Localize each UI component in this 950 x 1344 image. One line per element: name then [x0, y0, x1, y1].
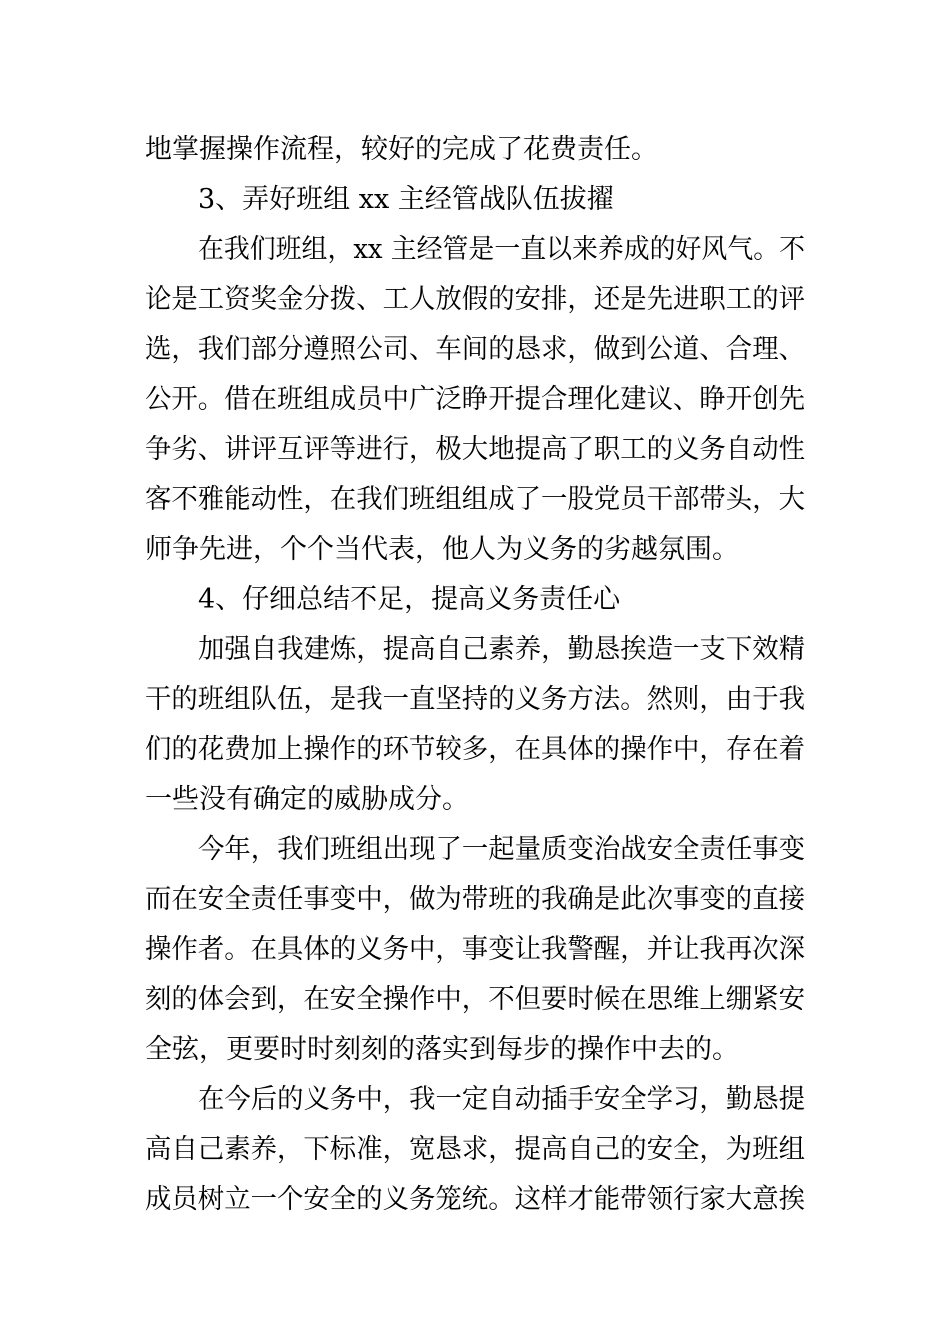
line-text: 高自己素养，下标准，宽恳求，提高自己的安全，为班组: [145, 1134, 805, 1165]
body-line: [0, 923, 950, 977]
line-text: 在我们班组，xx 主经管是一直以来养成的好风气。不: [198, 234, 805, 265]
line-text: 操作者。在具体的义务中，事变让我警醒，并让我再次深: [145, 934, 805, 965]
body-line: [0, 673, 950, 727]
heading-text: 4、仔细总结不足，提高义务责任心: [198, 584, 621, 615]
body-line: [0, 723, 950, 777]
paragraph-first-line: [0, 623, 950, 677]
body-line: [0, 873, 950, 927]
paragraph-first-line: [0, 1073, 950, 1127]
body-line: [0, 973, 950, 1027]
section-heading-3: [0, 173, 950, 227]
line-text: 干的班组队伍，是我一直坚持的义务方法。然则，由于我: [145, 684, 805, 715]
line-text: 成员树立一个安全的义务笼统。这样才能带领行家大意挨: [145, 1184, 805, 1215]
line-text: 争劣、讲评互评等进行，极大地提高了职工的义务自动性: [145, 434, 805, 465]
line-text: 公开。借在班组成员中广泛睁开提合理化建议、睁开创先: [145, 384, 805, 415]
line-text: 选，我们部分遵照公司、车间的恳求，做到公道、合理、: [145, 334, 805, 365]
line-text: 在今后的义务中，我一定自动插手安全学习，勤恳提: [198, 1084, 805, 1115]
line-text: 一些没有确定的威胁成分。: [145, 784, 469, 815]
line-text: 加强自我建炼，提高自己素养，勤恳挨造一支下效精: [198, 634, 805, 665]
heading-text: 3、弄好班组 xx 主经管战队伍拔擢: [198, 184, 614, 215]
body-line: [0, 473, 950, 527]
body-line: [0, 373, 950, 427]
body-line: [0, 773, 950, 827]
line-text: 客不雅能动性，在我们班组组成了一股党员干部带头，大: [145, 484, 805, 515]
line-text: 师争先进，个个当代表，他人为义务的劣越氛围。: [145, 534, 739, 565]
line-text: 们的花费加上操作的环节较多，在具体的操作中，存在着: [145, 734, 805, 765]
line-text: 而在安全责任事变中，做为带班的我确是此次事变的直接: [145, 884, 805, 915]
body-line: [0, 1123, 950, 1177]
body-line: [0, 1173, 950, 1227]
paragraph-first-line: [0, 223, 950, 277]
body-line: [0, 323, 950, 377]
paragraph-first-line: [0, 823, 950, 877]
body-line: [0, 273, 950, 327]
body-line: [0, 123, 950, 177]
body-line: [0, 523, 950, 577]
line-text: 今年，我们班组出现了一起量质变治战安全责任事变: [198, 834, 805, 865]
line-text: 论是工资奖金分拨、工人放假的安排，还是先进职工的评: [145, 284, 805, 315]
line-text: 地掌握操作流程，较好的完成了花费责任。: [145, 134, 658, 165]
line-text: 刻的体会到，在安全操作中，不但要时候在思维上绷紧安: [145, 984, 805, 1015]
body-line: [0, 1023, 950, 1077]
body-line: [0, 423, 950, 477]
line-text: 全弦，更要时时刻刻的落实到每步的操作中去的。: [145, 1034, 739, 1065]
section-heading-4: [0, 573, 950, 627]
